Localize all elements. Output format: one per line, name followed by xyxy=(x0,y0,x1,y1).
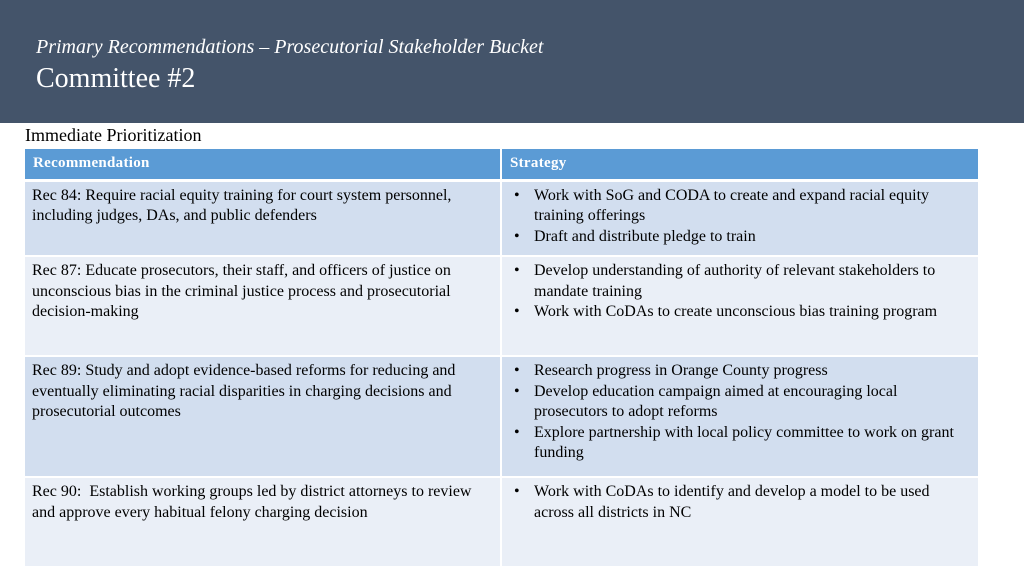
strategy-list xyxy=(509,261,970,323)
strategy-list xyxy=(509,482,970,523)
recommendation-cell: Rec 90: Establish working groups led by district attorneys to review and approve every habitual felony charging decision xyxy=(25,477,501,567)
column-header-recommendation: Recommendation xyxy=(25,149,501,180)
slide-title: Committee #2 xyxy=(36,63,196,94)
strategy-item: • Develop education campaign aimed at encouraging local prosecutors to adopt reforms xyxy=(514,382,898,420)
table-row xyxy=(25,180,978,256)
strategy-item: • Draft and distribute pledge to train xyxy=(509,227,970,248)
strategy-cell xyxy=(501,356,978,477)
strategy-item: • Explore partnership with local policy committee to work on grant funding xyxy=(514,423,954,461)
strategy-item: • Research progress in Orange County progress xyxy=(509,361,970,382)
strategy-item: • Work with SoG and CODA to create and expand racial equity training offerings xyxy=(514,186,930,224)
slide-subtitle: Primary Recommendations – Prosecutorial Stakeholder Bucket xyxy=(36,36,544,58)
strategy-cell xyxy=(501,180,978,256)
table-row xyxy=(25,477,978,567)
table-row xyxy=(25,256,978,356)
strategy-list xyxy=(509,186,970,248)
bullet-icon: • xyxy=(514,227,520,245)
strategy-cell xyxy=(501,477,978,567)
bullet-icon: • xyxy=(514,382,520,400)
table-header-row xyxy=(25,149,978,180)
section-label: Immediate Prioritization xyxy=(25,125,202,145)
bullet-icon: • xyxy=(514,483,520,500)
column-header-strategy: Strategy xyxy=(501,149,978,180)
strategy-list xyxy=(509,361,970,464)
strategy-item: • Develop understanding of authority of relevant stakeholders to mandate training xyxy=(514,262,936,300)
strategy-item: • Work with CoDAs to identify and develop a model to be used across all districts in NC xyxy=(514,483,930,521)
strategy-cell xyxy=(501,256,978,356)
table-row xyxy=(25,356,978,477)
bullet-icon: • xyxy=(514,362,520,379)
strategy-item: • Work with CoDAs to create unconscious bias training program xyxy=(509,302,970,323)
recommendations-table xyxy=(25,149,978,568)
bullet-icon: • xyxy=(514,186,520,204)
recommendation-cell: Rec 89: Study and adopt evidence-based reforms for reducing and eventually eliminating racial disparities in charging decisions and prosecutorial outcomes xyxy=(25,356,501,477)
bullet-icon: • xyxy=(514,423,520,441)
bullet-icon: • xyxy=(514,262,520,279)
slide-header xyxy=(0,0,1024,123)
recommendation-cell: Rec 87: Educate prosecutors, their staff, and officers of justice on unconscious bias in the criminal justice process and prosecutorial decision-making xyxy=(25,256,501,356)
recommendation-cell: Rec 84: Require racial equity training for court system personnel, including judges, DAs, and public defenders xyxy=(25,180,501,256)
bullet-icon: • xyxy=(514,303,520,320)
